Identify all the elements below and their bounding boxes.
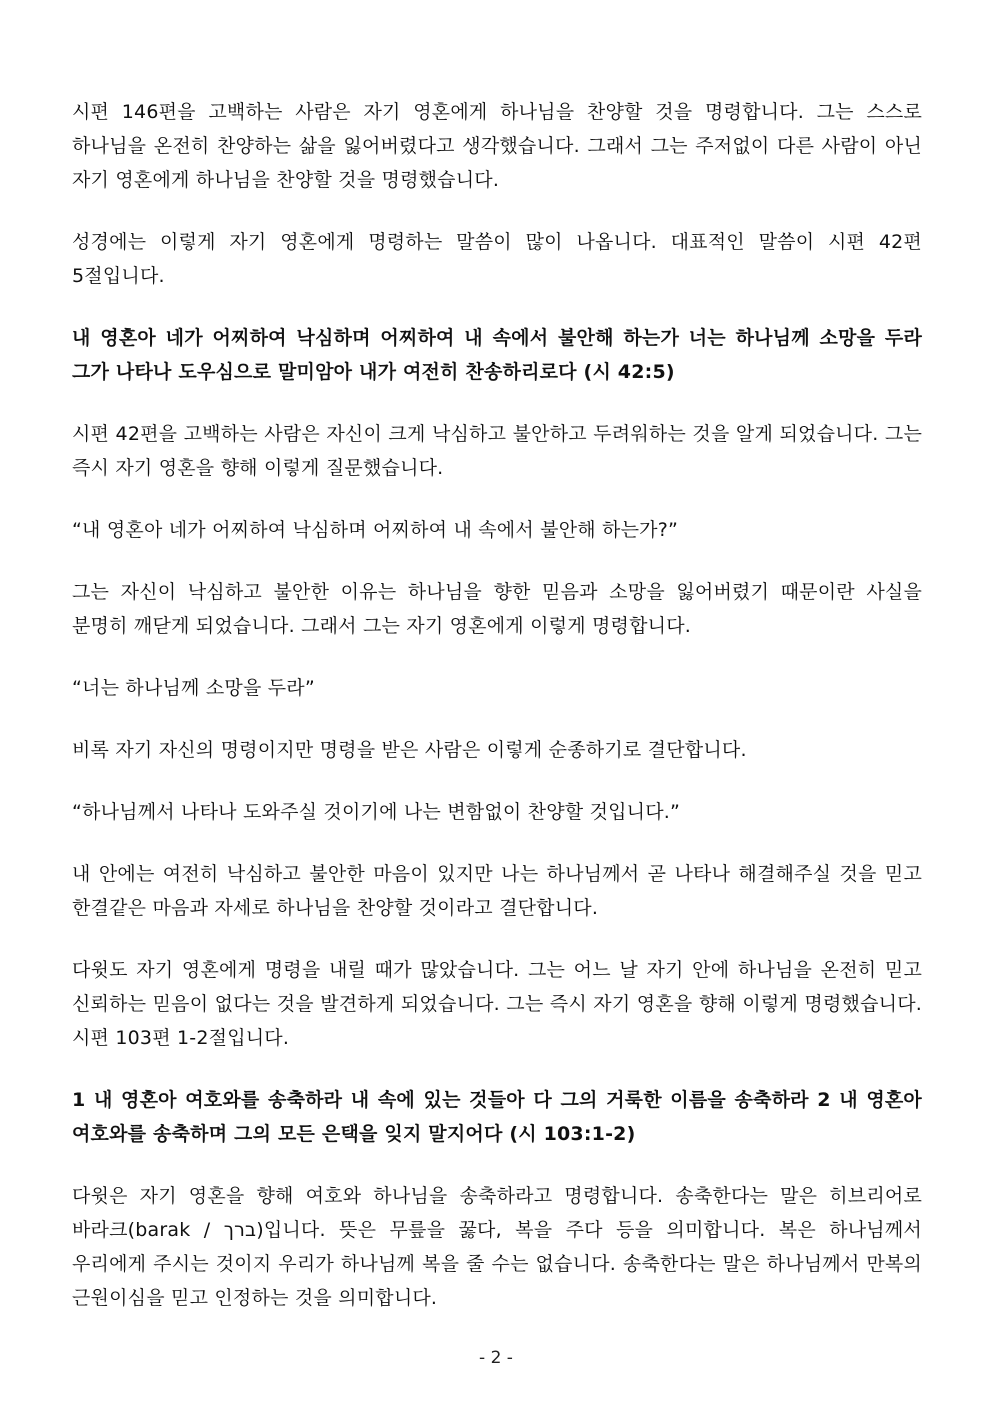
paragraph-david-command: 다윗도 자기 영혼에게 명령을 내릴 때가 많았습니다. 그는 어느 날 자기 안에 하나님을 온전히 믿고 신뢰하는 믿음이 없다는 것을 발견하게 되었습니다. 그는 즉시 자기 영혼을 향해 이렇게 명령했습니다. 시편 103편 1-2절입니다.: [72, 959, 922, 1049]
page-number: - 2 -: [479, 1348, 513, 1368]
quote-hope-command: “너는 하나님께 소망을 두라”: [72, 677, 315, 699]
paragraph-resolve-praise: 내 안에는 여전히 낙심하고 불안한 마음이 있지만 나는 하나님께서 곧 나타나 해결해주실 것을 믿고 한결같은 마음과 자세로 하나님을 찬양할 것이라고 결단합니다.: [72, 863, 922, 919]
paragraph-psalm-42-explanation: 시편 42편을 고백하는 사람은 자신이 크게 낙심하고 불안하고 두려워하는 것을 알게 되었습니다. 그는 즉시 자기 영혼을 향해 이렇게 질문했습니다.: [72, 423, 922, 479]
scripture-quote-psalm-103-1-2: 1 내 영혼아 여호와를 송축하라 내 속에 있는 것들아 다 그의 거룩한 이름을 송축하라 2 내 영혼아 여호와를 송축하며 그의 모든 은택을 잊지 말지어다 (시 103:1-2): [72, 1089, 922, 1145]
paragraph-realization: 그는 자신이 낙심하고 불안한 이유는 하나님을 향한 믿음과 소망을 잃어버렸기 때문이란 사실을 분명히 깨닫게 되었습니다. 그래서 그는 자기 영혼에게 이렇게 명령합니다.: [72, 581, 922, 637]
document-body: [72, 95, 922, 1315]
quote-question: “내 영혼아 네가 어찌하여 낙심하며 어찌하여 내 속에서 불안해 하는가?”: [72, 519, 679, 541]
paragraph-obedience: 비록 자기 자신의 명령이지만 명령을 받은 사람은 이렇게 순종하기로 결단합니다.: [72, 739, 747, 761]
scripture-quote-psalm-42-5: 내 영혼아 네가 어찌하여 낙심하며 어찌하여 내 속에서 불안해 하는가 너는 하나님께 소망을 두라 그가 나타나 도우심으로 말미암아 내가 여전히 찬송하리로다 (시 42:5): [72, 327, 922, 383]
paragraph-barak-meaning: 다윗은 자기 영혼을 향해 여호와 하나님을 송축하라고 명령합니다. 송축한다는 말은 히브리어로 바라크(barak / ברך)입니다. 뜻은 무릎을 꿇다, 복을 주다 등을 의미합니다. 복은 하나님께서 우리에게 주시는 것이지 우리가 하나님께 복을 줄 수는 없습니다. 송축한다는 말은 하나님께서 만복의 근원이심을 믿고 인정하는 것을 의미합니다.: [72, 1185, 922, 1309]
paragraph-commanding-soul: 성경에는 이렇게 자기 영혼에게 명령하는 말씀이 많이 나옵니다. 대표적인 말씀이 시편 42편 5절입니다.: [72, 231, 922, 287]
quote-resolution: “하나님께서 나타나 도와주실 것이기에 나는 변함없이 찬양할 것입니다.”: [72, 801, 681, 823]
paragraph-psalm-146-intro: 시편 146편을 고백하는 사람은 자기 영혼에게 하나님을 찬양할 것을 명령합니다. 그는 스스로 하나님을 온전히 찬양하는 삶을 잃어버렸다고 생각했습니다. 그래서 그는 주저없이 다른 사람이 아닌 자기 영혼에게 하나님을 찬양할 것을 명령했습니다.: [72, 101, 922, 191]
